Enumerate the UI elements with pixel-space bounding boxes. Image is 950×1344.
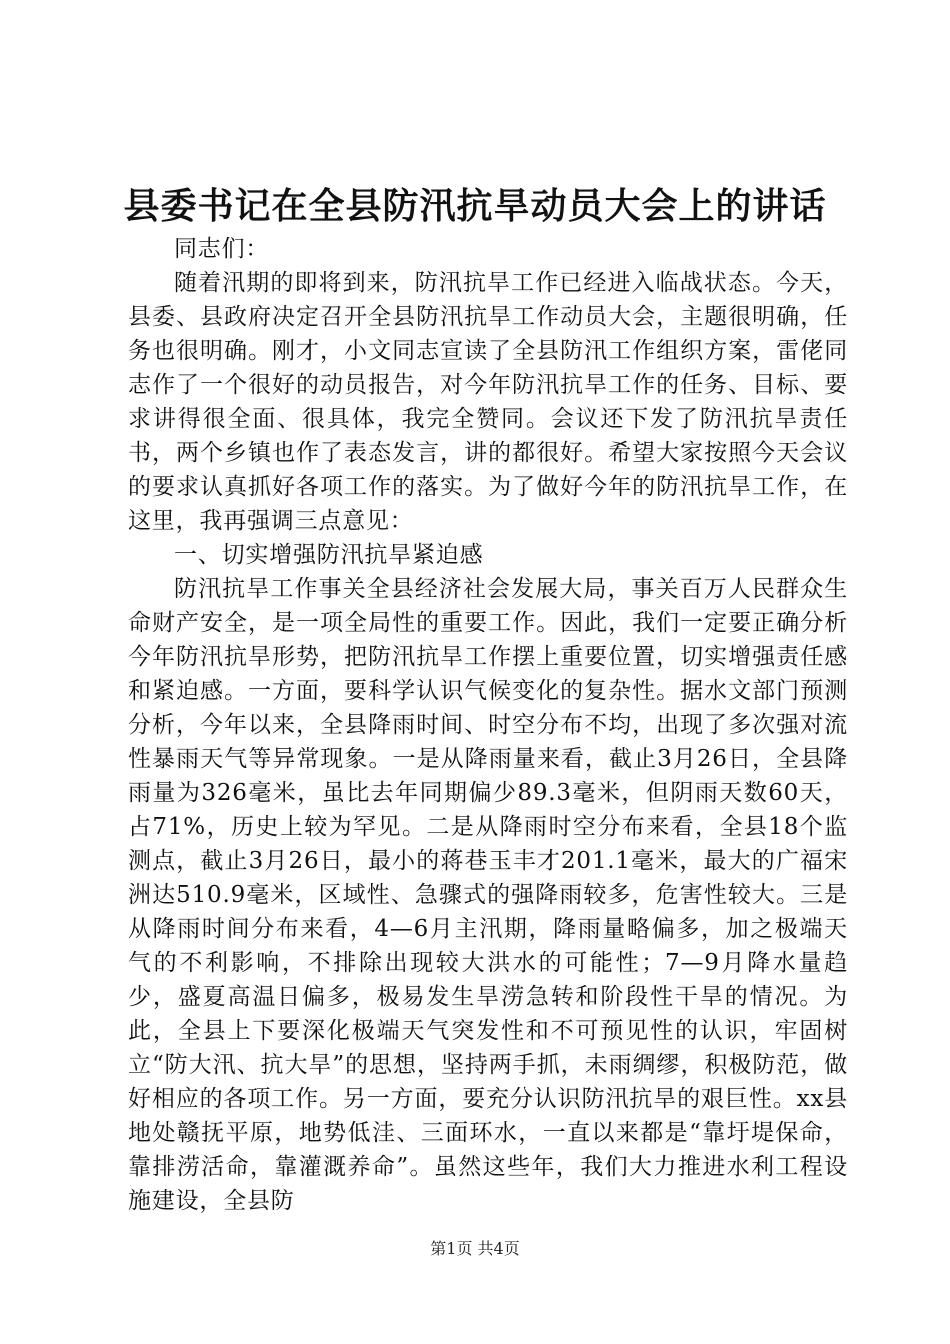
- section-1-paragraph: 防汛抗旱工作事关全县经济社会发展大局，事关百万人民群众生命财产安全，是一项全局性的重要工作。因此，我们一定要正确分析今年防汛抗旱形势，把防汛抗旱工作摆上重要位置，切实增强责任感和紧迫感。一方面，要科学认识气候变化的复杂性。据水文部门预测分析，今年以来，全县降雨时间、时空分布不均，出现了多次强对流性暴雨天气等异常现象。一是从降雨量来看，截止3月26日，全县降雨量为326毫米，虽比去年同期偏少89.3毫米，但阴雨天数60天，占71%，历史上较为罕见。二是从降雨时空分布来看，全县18个监测点，截止3月26日，最小的蒋巷玉丰才201.1毫米，最大的广福宋洲达510.9毫米，区域性、急骤式的强降雨较多，危害性较大。三是从降雨时间分布来看，4—6月主汛期，降雨量略偏多，加之极端天气的不利影响，不排除出现较大洪水的可能性；7—9月降水量趋少，盛夏高温日偏多，极易发生旱涝急转和阶段性干旱的情况。为此，全县上下要深化极端天气突发性和不可预见性的认识，牢固树立“防大汛、抗大旱”的思想，坚持两手抓，未雨绸缪，积极防范，做好相应的各项工作。另一方面，要充分认识防汛抗旱的艰巨性。xx县地处赣抚平原，地势低洼、三面环水，一直以来都是“靠圩堤保命，靠排涝活命，靠灌溉养命”。虽然这些年，我们大力推进水利工程设施建设，全县防: [128, 576, 848, 1214]
- salutation-paragraph: 同志们：: [174, 236, 270, 262]
- page-number-footer: 第1页 共4页: [430, 1239, 520, 1258]
- intro-paragraph: 随着汛期的即将到来，防汛抗旱工作已经进入临战状态。今天，县委、县政府决定召开全县防汛抗旱工作动员大会，主题很明确，任务也很明确。刚才，小文同志宣读了全县防汛工作组织方案，雷佬同志作了一个很好的动员报告，对今年防汛抗旱工作的任务、目标、要求讲得很全面、很具体，我完全赞同。会议还下发了防汛抗旱责任书，两个乡镇也作了表态发言，讲的都很好。希望大家按照今天会议的要求认真抓好各项工作的落实。为了做好今年的防汛抗旱工作，在这里，我再强调三点意见：: [128, 270, 848, 534]
- section-heading-1: 一、切实增强防汛抗旱紧迫感: [174, 542, 484, 568]
- document-body: [128, 232, 848, 1218]
- document-title: 县委书记在全县防汛抗旱动员大会上的讲话: [123, 186, 827, 227]
